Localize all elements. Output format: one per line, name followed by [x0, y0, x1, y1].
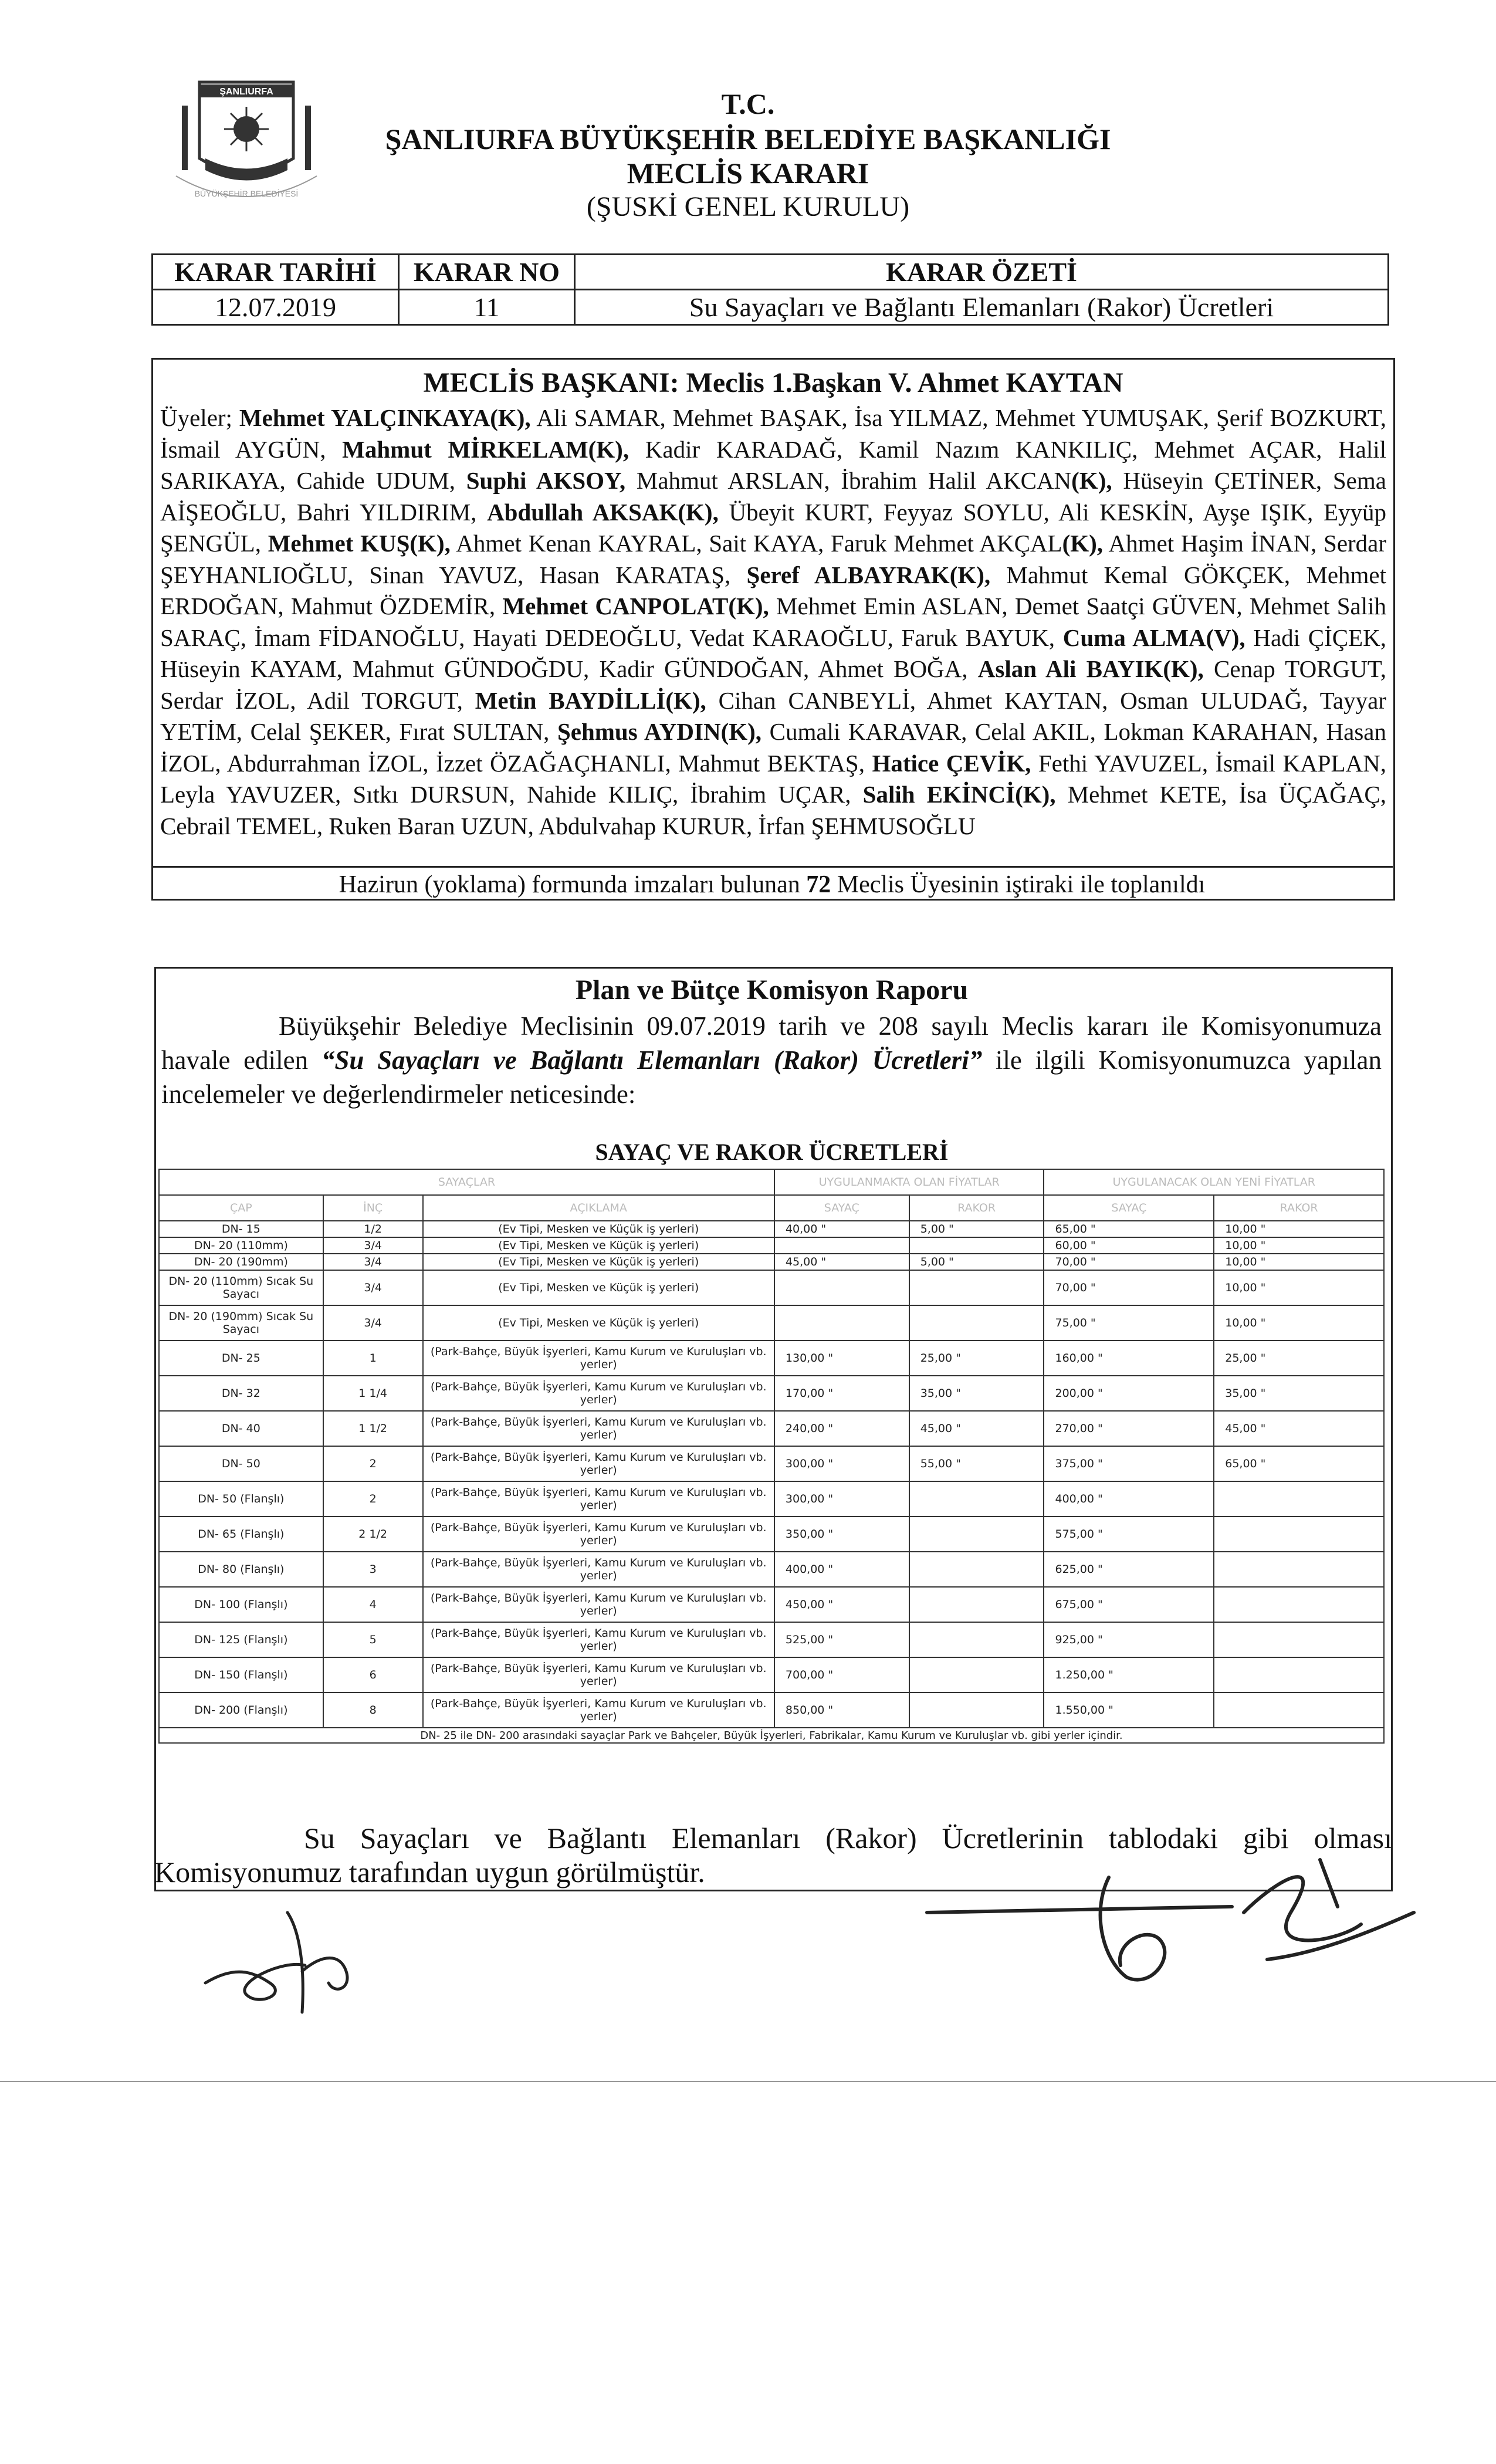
cell-new-rakor	[1214, 1657, 1384, 1693]
cell-new-sayac: 400,00 "	[1044, 1481, 1214, 1517]
decision-table	[151, 253, 1389, 326]
cell-new-rakor: 10,00 "	[1214, 1254, 1384, 1270]
cell-cap: DN- 32	[159, 1376, 323, 1411]
cell-cap: DN- 20 (110mm)	[159, 1237, 323, 1254]
header-tc: T.C.	[721, 87, 775, 120]
cell-old-sayac: 170,00 "	[774, 1376, 909, 1411]
decision-summary: Su Sayaçları ve Bağlantı Elemanları (Rakor) Ücretleri	[575, 290, 1389, 325]
cell-old-rakor	[909, 1237, 1044, 1254]
cell-new-rakor	[1214, 1622, 1384, 1657]
bottom-rule	[0, 2081, 1496, 2082]
cell-old-sayac: 300,00 "	[774, 1481, 909, 1517]
cell-inc: 3/4	[323, 1270, 423, 1305]
cell-notes: (Ev Tipi, Mesken ve Küçük iş yerleri)	[423, 1221, 774, 1237]
closing-text: Su Sayaçları ve Bağlantı Elemanları (Rakor) Ücretlerinin tablodaki gibi olması Komisyonumuz tarafından uygun görülmüştür.	[154, 1822, 1392, 1888]
rate-row	[159, 1254, 1384, 1270]
cell-notes: (Park-Bahçe, Büyük İşyerleri, Kamu Kurum ve Kuruluşları vb. yerler)	[423, 1693, 774, 1728]
header-meclis-karari: MECLİS KARARI	[627, 157, 869, 189]
cell-old-rakor	[909, 1693, 1044, 1728]
cell-new-rakor: 25,00 "	[1214, 1341, 1384, 1376]
cell-cap: DN- 50 (Flanşlı)	[159, 1481, 323, 1517]
cell-notes: (Park-Bahçe, Büyük İşyerleri, Kamu Kurum ve Kuruluşları vb. yerler)	[423, 1481, 774, 1517]
cell-cap: DN- 65 (Flanşlı)	[159, 1517, 323, 1552]
header-suski: (ŞUSKİ GENEL KURULU)	[586, 191, 910, 222]
header-current-prices: UYGULANMAKTA OLAN FİYATLAR	[774, 1169, 1044, 1195]
cell-new-rakor: 35,00 "	[1214, 1376, 1384, 1411]
decision-date: 12.07.2019	[153, 290, 399, 325]
cell-new-rakor: 10,00 "	[1214, 1270, 1384, 1305]
cell-notes: (Ev Tipi, Mesken ve Küçük iş yerleri)	[423, 1305, 774, 1341]
cell-old-rakor	[909, 1305, 1044, 1341]
header-new-rakor: RAKOR	[1214, 1195, 1384, 1221]
cell-cap: DN- 200 (Flanşlı)	[159, 1693, 323, 1728]
rate-row	[159, 1237, 1384, 1254]
cell-new-sayac: 625,00 "	[1044, 1552, 1214, 1587]
cell-old-rakor	[909, 1517, 1044, 1552]
logo-ring-text: BÜYÜKŞEHİR BELEDİYESİ	[194, 189, 299, 198]
rate-row	[159, 1411, 1384, 1446]
cell-old-rakor: 45,00 "	[909, 1411, 1044, 1446]
cell-new-sayac: 160,00 "	[1044, 1341, 1214, 1376]
cell-old-rakor: 5,00 "	[909, 1254, 1044, 1270]
cell-new-sayac: 1.250,00 "	[1044, 1657, 1214, 1693]
attendance-pre: Hazirun (yoklama) formunda imzaları bulunan	[339, 871, 807, 898]
cell-new-sayac: 65,00 "	[1044, 1221, 1214, 1237]
commission-body-pre: Büyükşehir Belediye Meclisinin 09.07.2019 tarih ve 208 sayılı Meclis kararı ile Komisyonumuza havale edilen	[161, 1011, 1382, 1075]
rate-table-footnote: DN- 25 ile DN- 200 arasındaki sayaçlar Park ve Bahçeler, Büyük İşyerleri, Fabrikalar, Kamu Kurum ve Kuruluşlar vb. gibi yerler içindir.	[159, 1728, 1384, 1743]
cell-old-sayac	[774, 1237, 909, 1254]
cell-old-sayac: 450,00 "	[774, 1587, 909, 1622]
cell-new-rakor: 10,00 "	[1214, 1221, 1384, 1237]
rate-row	[159, 1341, 1384, 1376]
cell-old-sayac: 525,00 "	[774, 1622, 909, 1657]
cell-inc: 3	[323, 1552, 423, 1587]
rate-row	[159, 1622, 1384, 1657]
rate-row	[159, 1552, 1384, 1587]
cell-new-sayac: 675,00 "	[1044, 1587, 1214, 1622]
decision-no: 11	[399, 290, 575, 325]
logo-text: ŞANLIURFA	[219, 87, 273, 97]
commission-body-post: ile ilgili Komisyonumuzca yapılan incelemeler ve değerlendirmeler neticesinde:	[161, 1045, 1382, 1109]
attendance-post: Meclis Üyesinin iştiraki ile toplanıldı	[831, 871, 1206, 898]
cell-inc: 3/4	[323, 1254, 423, 1270]
cell-cap: DN- 125 (Flanşlı)	[159, 1622, 323, 1657]
decision-no-label: KARAR NO	[399, 255, 575, 290]
commission-body	[161, 1009, 1382, 1111]
rate-row	[159, 1517, 1384, 1552]
cell-old-sayac: 240,00 "	[774, 1411, 909, 1446]
header-inc: İNÇ	[323, 1195, 423, 1221]
cell-inc: 2	[323, 1481, 423, 1517]
rate-row	[159, 1376, 1384, 1411]
cell-old-sayac: 700,00 "	[774, 1657, 909, 1693]
cell-old-rakor: 35,00 "	[909, 1376, 1044, 1411]
cell-old-rakor	[909, 1552, 1044, 1587]
cell-old-sayac: 400,00 "	[774, 1552, 909, 1587]
rate-row	[159, 1221, 1384, 1237]
cell-old-sayac: 850,00 "	[774, 1693, 909, 1728]
header-institution: ŞANLIURFA BÜYÜKŞEHİR BELEDİYE BAŞKANLIĞI	[385, 123, 1111, 155]
cell-new-rakor: 65,00 "	[1214, 1446, 1384, 1481]
cell-new-sayac: 1.550,00 "	[1044, 1693, 1214, 1728]
cell-new-sayac: 200,00 "	[1044, 1376, 1214, 1411]
cell-notes: (Park-Bahçe, Büyük İşyerleri, Kamu Kurum ve Kuruluşları vb. yerler)	[423, 1622, 774, 1657]
rate-row	[159, 1305, 1384, 1341]
cell-old-rakor: 5,00 "	[909, 1221, 1044, 1237]
cell-old-sayac	[774, 1305, 909, 1341]
cell-notes: (Park-Bahçe, Büyük İşyerleri, Kamu Kurum ve Kuruluşları vb. yerler)	[423, 1552, 774, 1587]
cell-notes: (Ev Tipi, Mesken ve Küçük iş yerleri)	[423, 1270, 774, 1305]
cell-notes: (Park-Bahçe, Büyük İşyerleri, Kamu Kurum ve Kuruluşları vb. yerler)	[423, 1446, 774, 1481]
cell-old-rakor	[909, 1481, 1044, 1517]
header-old-sayac: SAYAÇ	[774, 1195, 909, 1221]
cell-old-sayac: 45,00 "	[774, 1254, 909, 1270]
cell-cap: DN- 40	[159, 1411, 323, 1446]
attendance-count: 72	[806, 871, 831, 898]
commission-body-subject: “Su Sayaçları ve Bağlantı Elemanları (Rakor) Ücretleri”	[321, 1045, 983, 1075]
cell-new-sayac: 575,00 "	[1044, 1517, 1214, 1552]
members-list: Üyeler; Mehmet YALÇINKAYA(K), Ali SAMAR, Mehmet BAŞAK, İsa YILMAZ, Mehmet YUMUŞAK, Şerif BOZKURT, İsmail AYGÜN, Mahmut MİRKELAM(K), Kadir KARADAĞ, Kamil Nazım KANKILIÇ, Mehmet AÇAR, Halil SARIKAYA, Cahide UDUM, Suphi AKSOY, Mahmut ARSLAN, İbrahim Halil AKCAN(K), Hüseyin ÇETİNER, Sema AİŞEOĞLU, Bahri YILDIRIM, Abdullah AKSAK(K), Übeyit KURT, Feyyaz SOYLU, Ali KESKİN, Ayşe IŞIK, Eyyüp ŞENGÜL, Mehmet KUŞ(K), Ahmet Kenan KAYRAL, Sait KAYA, Faruk Mehmet AKÇAL(K), Ahmet Haşim İNAN, Serdar ŞEYHANLIOĞLU, Sinan YAVUZ, Hasan KARATAŞ, Şeref ALBAYRAK(K), Mahmut Kemal GÖKÇEK, Mehmet ERDOĞAN, Mahmut ÖZDEMİR, Mehmet CANPOLAT(K), Mehmet Emin ASLAN, Demet Saatçi GÜVEN, Mehmet Salih SARAÇ, İmam FİDANOĞLU, Hayati DEDEOĞLU, Vedat KARAOĞLU, Faruk BAYUK, Cuma ALMA(V), Hadi ÇİÇEK, Hüseyin KAYAM, Mahmut GÜNDOĞDU, Kadir GÜNDOĞAN, Ahmet BOĞA, Aslan Ali BAYIK(K), Cenap TORGUT, Serdar İZOL, Adil TORGUT, Metin BAYDİLLİ(K), Cihan CANBEYLİ, Ahmet KAYTAN, Osman ULUDAĞ, Tayyar YETİM, Celal ŞEKER, Fırat SULTAN, Şehmus AYDIN(K), Cumali KARAVAR, Celal AKIL, Lokman KARAHAN, Hasan İZOL, Abdurrahman İZOL, İzzet ÖZAĞAÇHANLI, Mahmut BEKTAŞ, Hatice ÇEVİK, Fethi YAVUZEL, İsmail KAPLAN, Leyla YAVUZER, Sıtkı DURSUN, Nahide KILIÇ, İbrahim UÇAR, Salih EKİNCİ(K), Mehmet KETE, İsa ÜÇAĞAÇ, Cebrail TEMEL, Ruken Baran UZUN, Abdulvahap KURUR, İrfan ŞEHMUSOĞLU	[160, 404, 1387, 840]
cell-notes: (Park-Bahçe, Büyük İşyerleri, Kamu Kurum ve Kuruluşları vb. yerler)	[423, 1341, 774, 1376]
cell-cap: DN- 15	[159, 1221, 323, 1237]
cell-new-rakor	[1214, 1693, 1384, 1728]
rate-table-body	[159, 1221, 1384, 1728]
cell-cap: DN- 20 (190mm)	[159, 1254, 323, 1270]
cell-new-rakor: 45,00 "	[1214, 1411, 1384, 1446]
rate-row	[159, 1587, 1384, 1622]
rate-table	[158, 1169, 1385, 1744]
cell-notes: (Park-Bahçe, Büyük İşyerleri, Kamu Kurum ve Kuruluşları vb. yerler)	[423, 1657, 774, 1693]
rate-row	[159, 1270, 1384, 1305]
cell-inc: 1 1/2	[323, 1411, 423, 1446]
commission-title: Plan ve Bütçe Komisyon Raporu	[575, 974, 969, 1006]
cell-cap: DN- 80 (Flanşlı)	[159, 1552, 323, 1587]
cell-old-sayac: 40,00 "	[774, 1221, 909, 1237]
council-president: MECLİS BAŞKANI: Meclis 1.Başkan V. Ahmet KAYTAN	[423, 367, 1123, 398]
cell-cap: DN- 20 (190mm) Sıcak Su Sayacı	[159, 1305, 323, 1341]
decision-summary-label: KARAR ÖZETİ	[575, 255, 1389, 290]
cell-inc: 1/2	[323, 1221, 423, 1237]
cell-new-rakor: 10,00 "	[1214, 1305, 1384, 1341]
cell-new-rakor: 10,00 "	[1214, 1237, 1384, 1254]
cell-notes: (Ev Tipi, Mesken ve Küçük iş yerleri)	[423, 1254, 774, 1270]
cell-notes: (Park-Bahçe, Büyük İşyerleri, Kamu Kurum ve Kuruluşları vb. yerler)	[423, 1411, 774, 1446]
cell-new-sayac: 70,00 "	[1044, 1254, 1214, 1270]
cell-cap: DN- 20 (110mm) Sıcak Su Sayacı	[159, 1270, 323, 1305]
cell-old-sayac	[774, 1270, 909, 1305]
header-new-sayac: SAYAÇ	[1044, 1195, 1214, 1221]
cell-cap: DN- 150 (Flanşlı)	[159, 1657, 323, 1693]
cell-new-sayac: 60,00 "	[1044, 1237, 1214, 1254]
attendance-line	[151, 866, 1393, 902]
rate-row	[159, 1693, 1384, 1728]
cell-inc: 8	[323, 1693, 423, 1728]
cell-new-rakor	[1214, 1517, 1384, 1552]
rate-row	[159, 1657, 1384, 1693]
cell-old-rakor	[909, 1270, 1044, 1305]
cell-cap: DN- 50	[159, 1446, 323, 1481]
rate-row	[159, 1481, 1384, 1517]
header-cap: ÇAP	[159, 1195, 323, 1221]
cell-inc: 2 1/2	[323, 1517, 423, 1552]
cell-old-rakor	[909, 1657, 1044, 1693]
cell-inc: 4	[323, 1587, 423, 1622]
header-new-prices: UYGULANACAK OLAN YENİ FİYATLAR	[1044, 1169, 1384, 1195]
cell-inc: 3/4	[323, 1237, 423, 1254]
cell-old-sayac: 350,00 "	[774, 1517, 909, 1552]
cell-inc: 2	[323, 1446, 423, 1481]
cell-cap: DN- 100 (Flanşlı)	[159, 1587, 323, 1622]
cell-old-sayac: 130,00 "	[774, 1341, 909, 1376]
cell-new-rakor	[1214, 1552, 1384, 1587]
cell-old-rakor: 25,00 "	[909, 1341, 1044, 1376]
members-box	[151, 358, 1395, 901]
cell-inc: 3/4	[323, 1305, 423, 1341]
cell-old-rakor	[909, 1622, 1044, 1657]
rate-row	[159, 1446, 1384, 1481]
cell-inc: 6	[323, 1657, 423, 1693]
cell-inc: 1	[323, 1341, 423, 1376]
cell-new-rakor	[1214, 1481, 1384, 1517]
cell-new-sayac: 925,00 "	[1044, 1622, 1214, 1657]
cell-notes: (Park-Bahçe, Büyük İşyerleri, Kamu Kurum ve Kuruluşları vb. yerler)	[423, 1587, 774, 1622]
header-sayaclar: SAYAÇLAR	[159, 1169, 774, 1195]
cell-new-sayac: 375,00 "	[1044, 1446, 1214, 1481]
rate-table-title: SAYAÇ VE RAKOR ÜCRETLERİ	[595, 1139, 949, 1165]
cell-notes: (Park-Bahçe, Büyük İşyerleri, Kamu Kurum ve Kuruluşları vb. yerler)	[423, 1376, 774, 1411]
header-notes: AÇIKLAMA	[423, 1195, 774, 1221]
header-old-rakor: RAKOR	[909, 1195, 1044, 1221]
cell-new-rakor	[1214, 1587, 1384, 1622]
cell-new-sayac: 75,00 "	[1044, 1305, 1214, 1341]
cell-old-sayac: 300,00 "	[774, 1446, 909, 1481]
cell-cap: DN- 25	[159, 1341, 323, 1376]
cell-new-sayac: 270,00 "	[1044, 1411, 1214, 1446]
cell-inc: 1 1/4	[323, 1376, 423, 1411]
cell-old-rakor	[909, 1587, 1044, 1622]
cell-notes: (Ev Tipi, Mesken ve Küçük iş yerleri)	[423, 1237, 774, 1254]
cell-new-sayac: 70,00 "	[1044, 1270, 1214, 1305]
signature-right	[915, 1842, 1420, 2018]
cell-old-rakor: 55,00 "	[909, 1446, 1044, 1481]
cell-inc: 5	[323, 1622, 423, 1657]
signature-left	[199, 1895, 393, 2018]
decision-date-label: KARAR TARİHİ	[153, 255, 399, 290]
cell-notes: (Park-Bahçe, Büyük İşyerleri, Kamu Kurum ve Kuruluşları vb. yerler)	[423, 1517, 774, 1552]
